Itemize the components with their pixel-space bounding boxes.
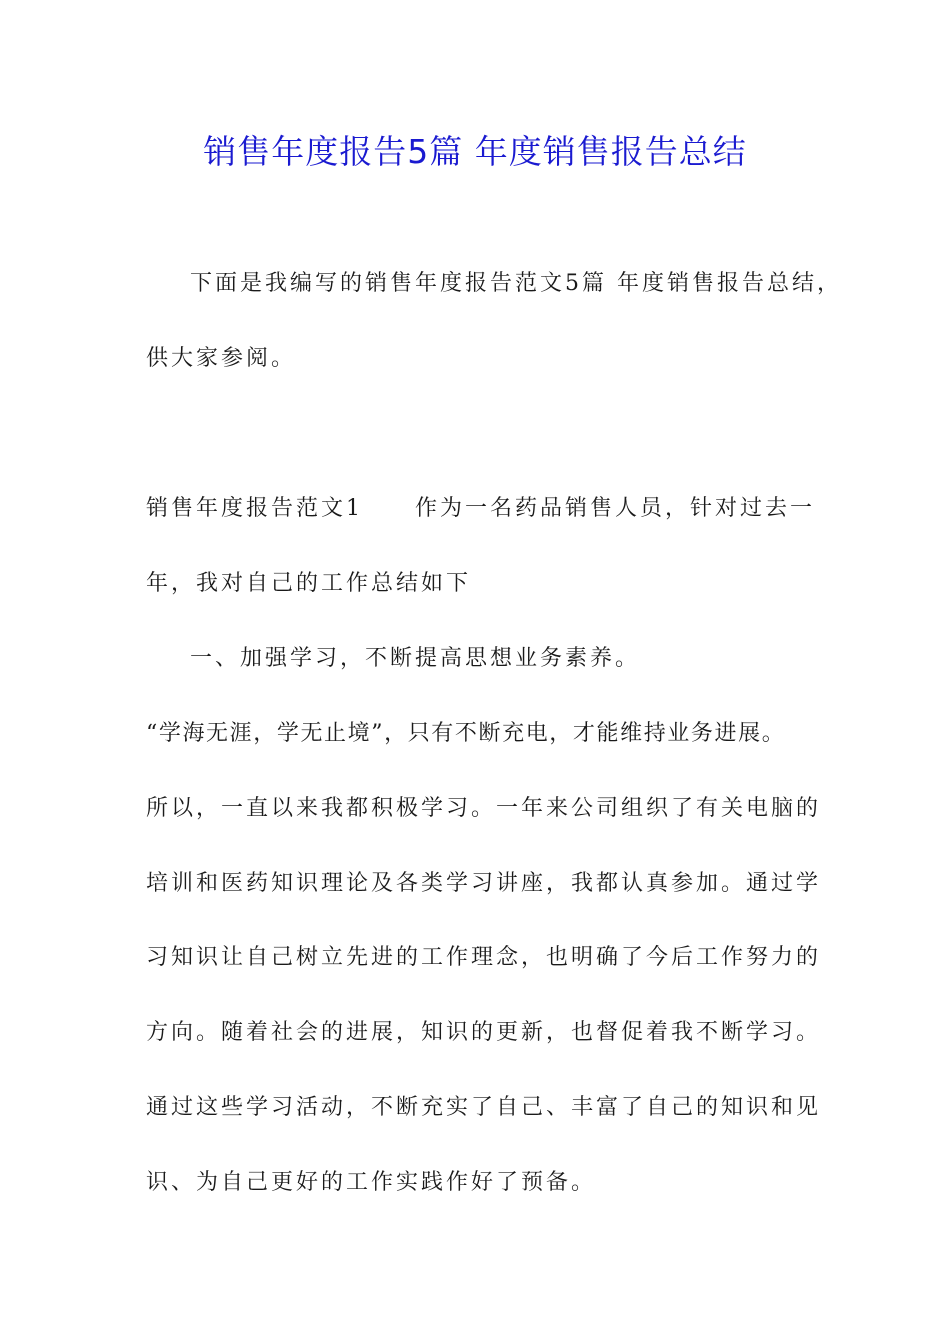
document-title: 销售年度报告5篇 年度销售报告总结 bbox=[203, 132, 747, 171]
subheading: 一、加强学习，不断提高思想业务素养。 bbox=[190, 646, 641, 671]
body-line-6: 通过这些学习活动，不断充实了自己、丰富了自己的知识和见 bbox=[146, 1095, 822, 1120]
section-second-line: 年，我对自己的工作总结如下 bbox=[146, 571, 472, 596]
body-line-1: “学海无涯，学无止境”，只有不断充电，才能维持业务进展。 bbox=[146, 721, 786, 746]
intro-line-2: 供大家参阅。 bbox=[146, 346, 297, 371]
body-line-4: 习知识让自己树立先进的工作理念，也明确了今后工作努力的 bbox=[146, 945, 822, 970]
intro-line-1: 下面是我编写的销售年度报告范文5篇 年度销售报告总结， bbox=[190, 271, 842, 296]
section-heading: 销售年度报告范文1 bbox=[146, 496, 363, 521]
body-line-3: 培训和医药知识理论及各类学习讲座，我都认真参加。通过学 bbox=[146, 871, 822, 896]
section-first-line-text: 作为一名药品销售人员，针对过去一 bbox=[415, 496, 816, 521]
body-line-7: 识、为自己更好的工作实践作好了预备。 bbox=[146, 1170, 597, 1195]
body-line-2: 所以，一直以来我都积极学习。一年来公司组织了有关电脑的 bbox=[146, 796, 822, 821]
body-line-5: 方向。随着社会的进展，知识的更新，也督促着我不断学习。 bbox=[146, 1020, 822, 1045]
section-first-line bbox=[146, 493, 846, 525]
